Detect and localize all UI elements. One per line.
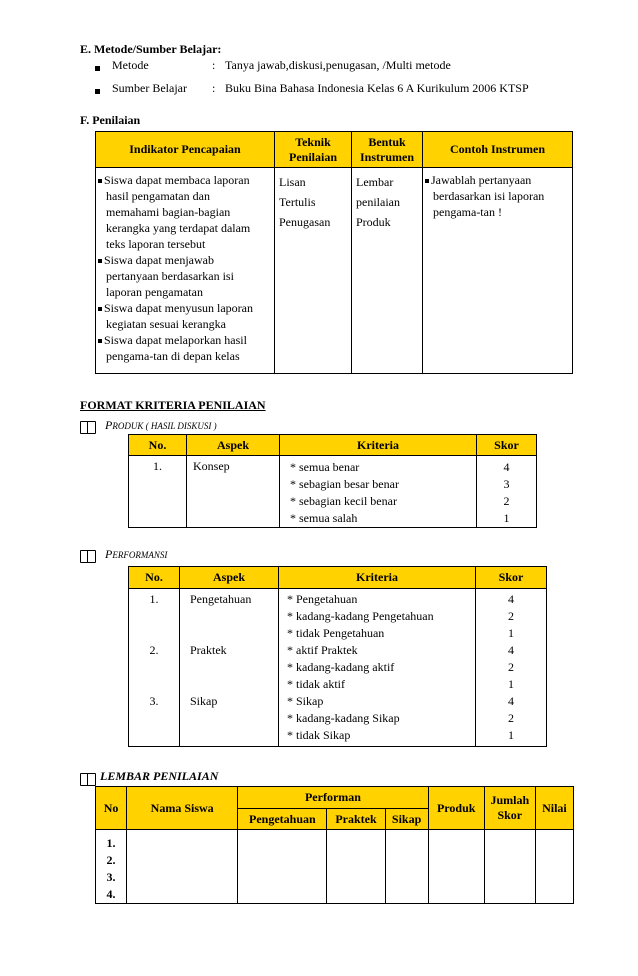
kriteria-item: * semua benar — [290, 460, 360, 474]
th-teknik: Teknik Penilaian — [275, 132, 352, 168]
skor-item: 4 — [508, 592, 514, 606]
indikator-text: memahami bagian-bagian — [106, 205, 231, 219]
kriteria-item: * tidak Pengetahuan — [287, 626, 385, 640]
perf-no-item: 1. — [149, 592, 159, 606]
produk-title — [105, 418, 217, 433]
th-pengetahuan: Pengetahuan — [238, 809, 327, 830]
skor-item: 4 — [503, 460, 510, 474]
kriteria-item: * Pengetahuan — [287, 592, 358, 606]
perf-aspek-item: Praktek — [190, 643, 227, 657]
colon: : — [212, 58, 216, 72]
teknik-text: Tertulis — [279, 195, 316, 209]
indikator-text: Siswa dapat menjawab — [104, 253, 214, 267]
th-aspek: Aspek — [180, 567, 279, 589]
teknik-cell — [275, 168, 352, 374]
skor-item: 1 — [508, 728, 514, 742]
kriteria-item: * sebagian besar benar — [290, 477, 399, 491]
skor-item: 4 — [508, 694, 514, 708]
skor-item: 2 — [503, 494, 510, 508]
sumber-value: Buku Bina Bahasa Indonesia Kelas 6 A Kurikulum 2006 KTSP — [225, 81, 529, 95]
produk-table — [128, 434, 537, 528]
perf-aspek — [180, 589, 279, 747]
th-kriteria: Kriteria — [280, 435, 477, 456]
perf-skor — [476, 589, 547, 747]
row-number: 2. — [106, 853, 116, 867]
indikator-text: pengama-tan di depan kelas — [106, 349, 240, 363]
bentuk-text: Produk — [356, 215, 391, 229]
th-nama: Nama Siswa — [127, 787, 238, 830]
produk-aspek: Konsep — [187, 456, 280, 528]
perf-kriteria — [279, 589, 476, 747]
perf-aspek-item: Pengetahuan — [190, 592, 252, 606]
indikator-text: kerangka yang terdapat dalam — [106, 221, 251, 235]
th-kriteria: Kriteria — [279, 567, 476, 589]
book-icon — [80, 419, 96, 434]
produk-title-big: P — [105, 418, 113, 432]
th-no: No — [96, 787, 127, 830]
th-sikap: Sikap — [385, 809, 428, 830]
contoh-cell — [423, 168, 573, 374]
bullet-icon — [98, 179, 102, 183]
indikator-cell — [96, 168, 275, 374]
bullet-icon — [425, 179, 429, 183]
bullet-icon — [98, 259, 102, 263]
th-no: No. — [129, 435, 187, 456]
bullet-icon — [98, 339, 102, 343]
metode-value: Tanya jawab,diskusi,penugasan, /Multi metode — [225, 58, 451, 72]
kriteria-item: * semua salah — [290, 511, 358, 525]
kriteria-item: * kadang-kadang aktif — [287, 660, 395, 674]
produk-kriteria — [280, 456, 477, 528]
skor-item: 2 — [508, 609, 514, 623]
th-no: No. — [129, 567, 180, 589]
skor-item: 4 — [508, 643, 514, 657]
row-number: 3. — [106, 870, 116, 884]
th-skor: Skor — [477, 435, 537, 456]
produk-skor — [477, 456, 537, 528]
kriteria-item: * aktif Praktek — [287, 643, 358, 657]
section-e-heading: E. Metode/Sumber Belajar: — [80, 42, 222, 56]
perf-no-item: 2. — [149, 643, 159, 657]
jumlah-cell[interactable] — [484, 830, 535, 904]
kriteria-item: * tidak Sikap — [287, 728, 351, 742]
row-number: 4. — [106, 887, 116, 901]
produk-cell[interactable] — [428, 830, 484, 904]
format-title: FORMAT KRITERIA PENILAIAN — [80, 398, 266, 412]
indikator-text: Siswa dapat menyusun laporan — [104, 301, 253, 315]
pengetahuan-cell[interactable] — [238, 830, 327, 904]
penilaian-table — [95, 131, 573, 374]
teknik-text: Penugasan — [279, 215, 331, 229]
bentuk-text: penilaian — [356, 195, 400, 209]
th-nilai: Nilai — [535, 787, 573, 830]
skor-item: 2 — [508, 660, 514, 674]
perf-no-item: 3. — [149, 694, 159, 708]
bentuk-text: Lembar — [356, 175, 394, 189]
sikap-cell[interactable] — [385, 830, 428, 904]
section-f-heading: F. Penilaian — [80, 113, 141, 127]
perf-no — [129, 589, 180, 747]
lembar-table — [95, 786, 574, 904]
lembar-no-cell — [96, 830, 127, 904]
contoh-text: Jawablah pertanyaan — [431, 173, 532, 187]
th-skor: Skor — [476, 567, 547, 589]
th-contoh: Contoh Instrumen — [423, 132, 573, 168]
nama-cell[interactable] — [127, 830, 238, 904]
th-praktek: Praktek — [327, 809, 385, 830]
performansi-title-rest: ERFORMANSI — [112, 550, 168, 560]
indikator-text: Siswa dapat melaporkan hasil — [104, 333, 247, 347]
kriteria-item: * kadang-kadang Pengetahuan — [287, 609, 434, 623]
book-icon — [80, 548, 96, 563]
indikator-text: hasil pengamatan dan — [106, 189, 210, 203]
bullet-icon — [95, 83, 100, 98]
th-aspek: Aspek — [187, 435, 280, 456]
th-indikator: Indikator Pencapaian — [96, 132, 275, 168]
kriteria-item: * kadang-kadang Sikap — [287, 711, 400, 725]
skor-item: 1 — [503, 511, 510, 525]
indikator-text: teks laporan tersebut — [106, 237, 206, 251]
metode-label: Metode — [112, 58, 149, 72]
skor-item: 2 — [508, 711, 514, 725]
produk-title-rest: RODUK ( HASIL DISKUSI ) — [112, 421, 217, 431]
th-bentuk: Bentuk Instrumen — [352, 132, 423, 168]
bullet-icon — [98, 307, 102, 311]
indikator-text: laporan pengamatan — [106, 285, 203, 299]
bentuk-cell — [352, 168, 423, 374]
row-number: 1. — [106, 836, 116, 850]
th-performan: Performan — [238, 787, 428, 809]
kriteria-item: * sebagian kecil benar — [290, 494, 397, 508]
produk-no: 1. — [129, 456, 187, 528]
indikator-text: kegiatan sesuai kerangka — [106, 317, 226, 331]
indikator-text: Siswa dapat membaca laporan — [104, 173, 250, 187]
teknik-text: Lisan — [279, 175, 306, 189]
performansi-table — [128, 566, 547, 747]
nilai-cell[interactable] — [535, 830, 573, 904]
skor-item: 1 — [508, 626, 514, 640]
th-jumlah: Jumlah Skor — [484, 787, 535, 830]
performansi-title — [105, 547, 167, 562]
sumber-label: Sumber Belajar — [112, 81, 187, 95]
indikator-text: pertanyaan berdasarkan isi — [106, 269, 234, 283]
praktek-cell[interactable] — [327, 830, 385, 904]
skor-item: 1 — [508, 677, 514, 691]
bullet-icon — [95, 60, 100, 75]
performansi-title-big: P — [105, 547, 113, 561]
kriteria-item: * Sikap — [287, 694, 324, 708]
contoh-text: pengama-tan ! — [433, 205, 502, 219]
book-icon — [80, 771, 96, 786]
skor-item: 3 — [503, 477, 510, 491]
lembar-title: LEMBAR PENILAIAN — [100, 769, 219, 783]
contoh-text: berdasarkan isi laporan — [433, 189, 545, 203]
th-produk: Produk — [428, 787, 484, 830]
perf-aspek-item: Sikap — [190, 694, 218, 708]
kriteria-item: * tidak aktif — [287, 677, 345, 691]
colon: : — [212, 81, 216, 95]
